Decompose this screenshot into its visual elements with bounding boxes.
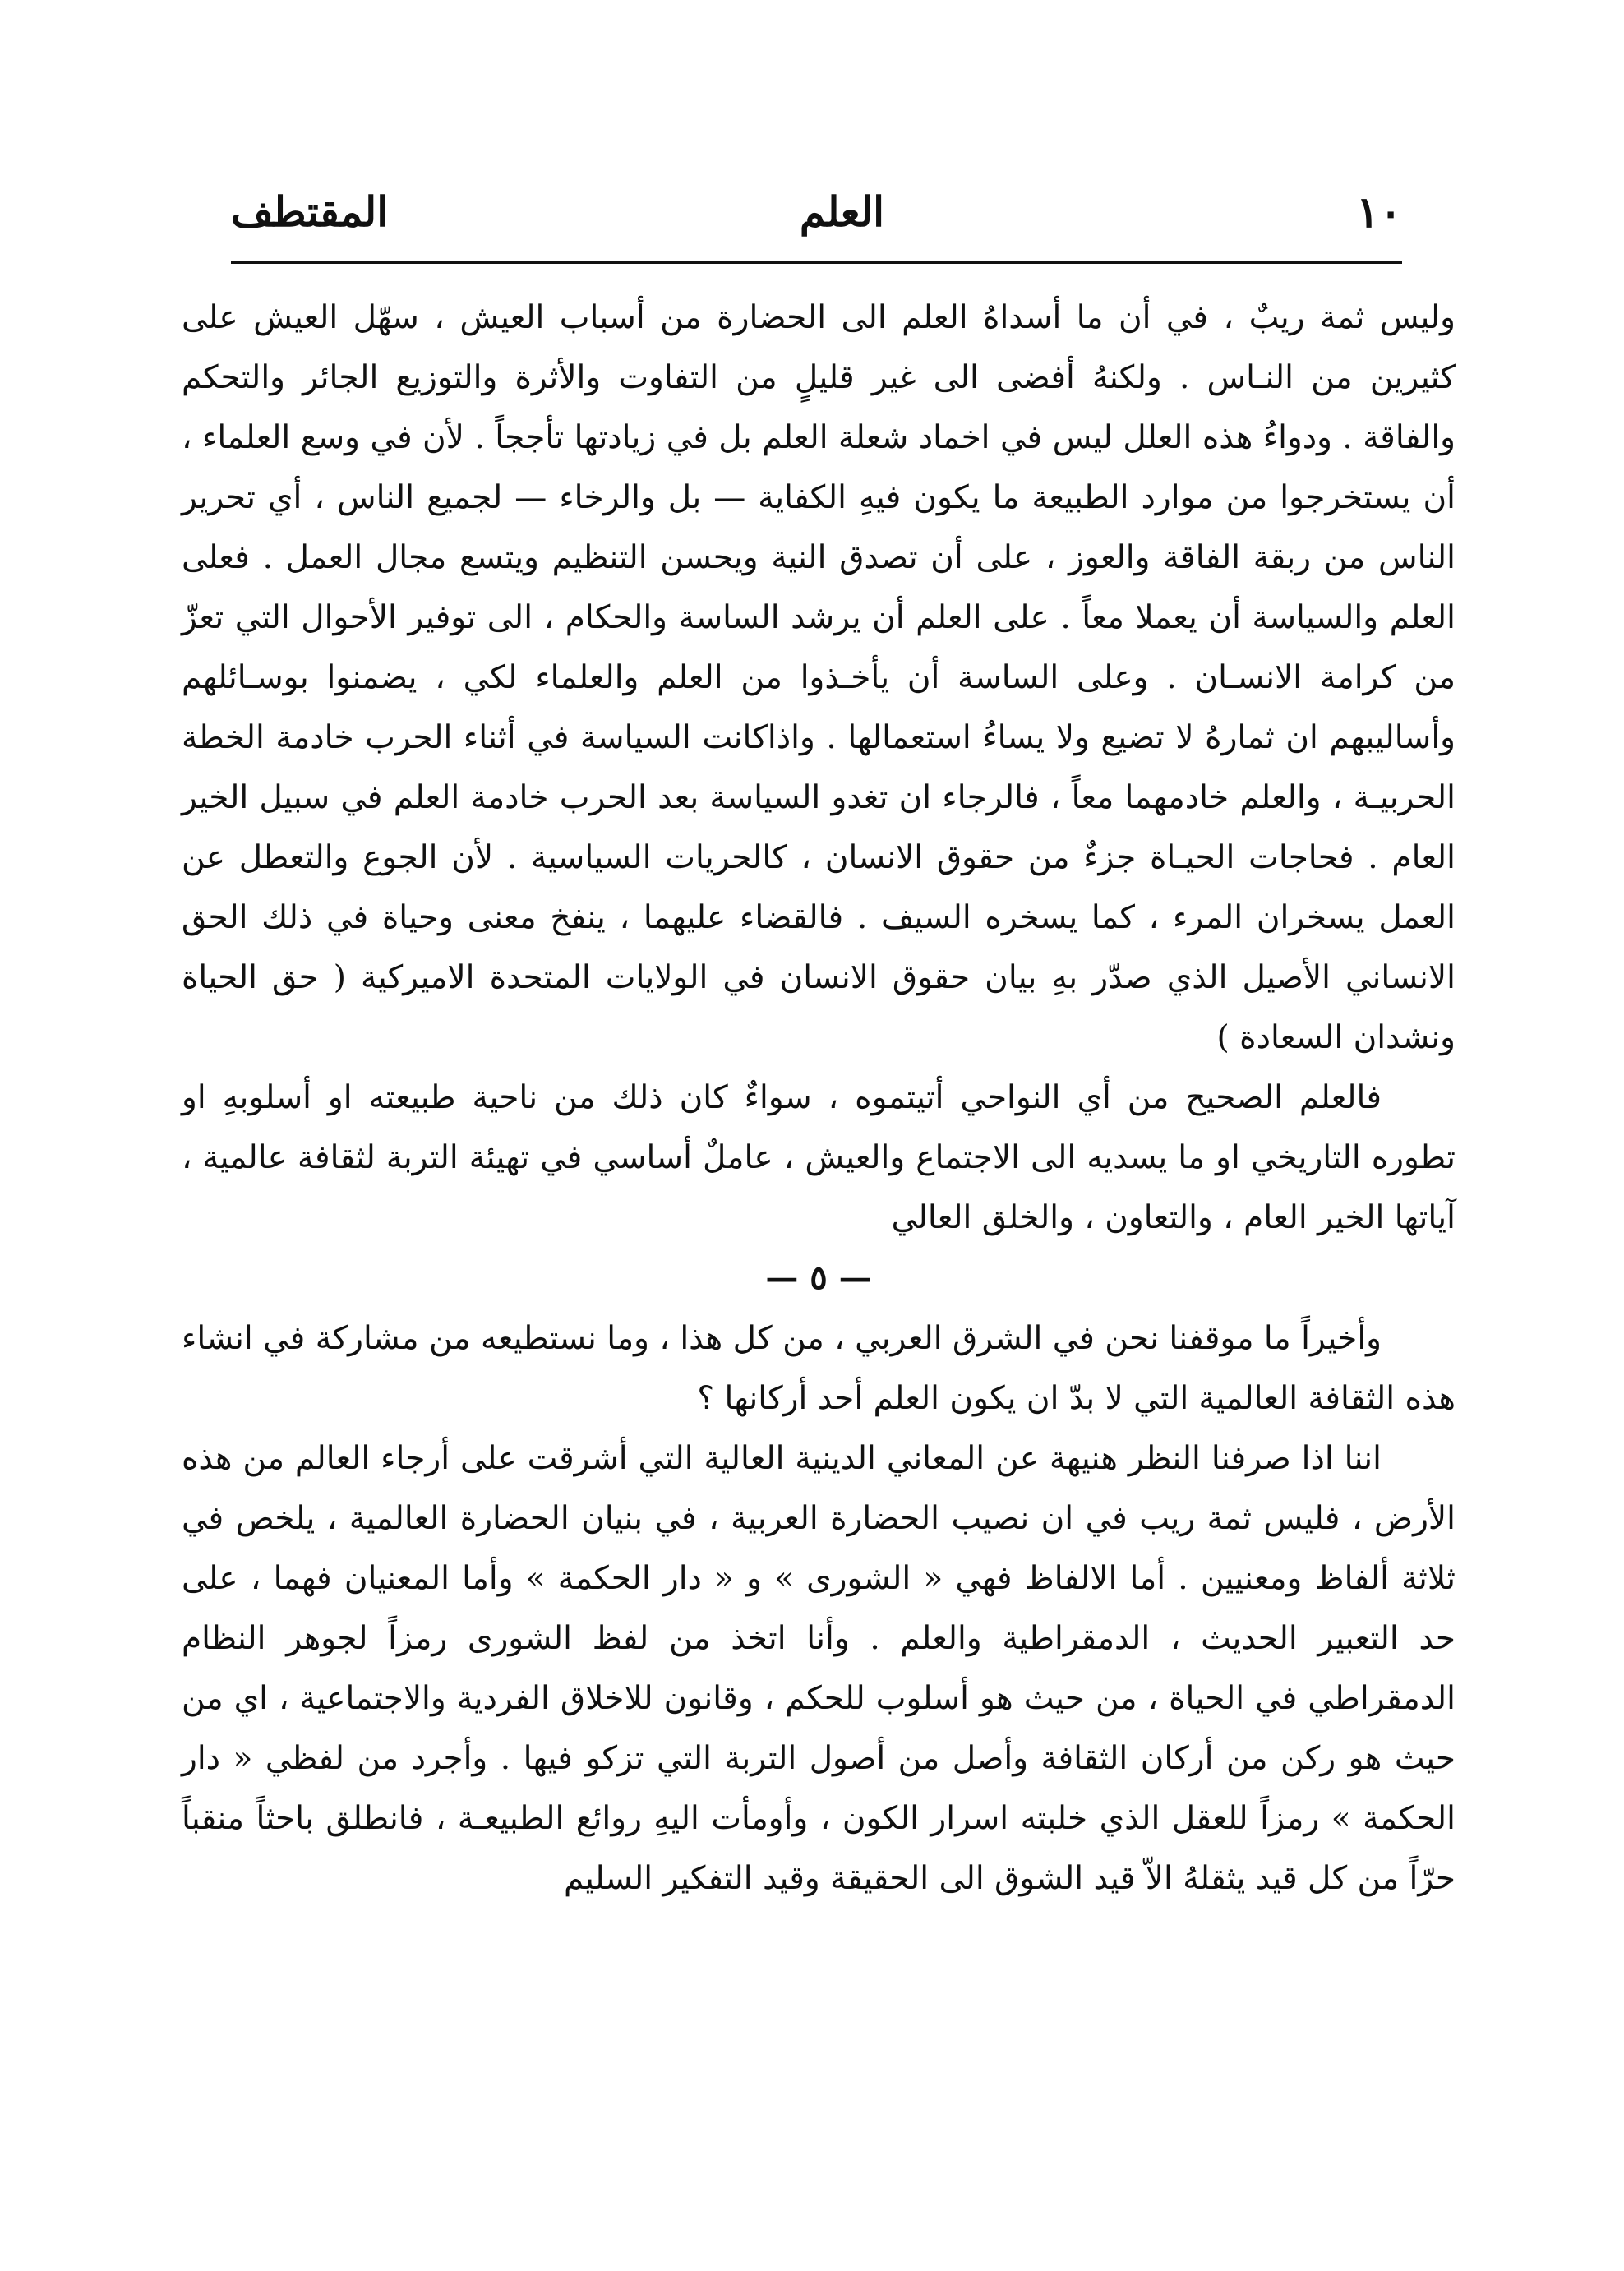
article-body	[182, 288, 1456, 1909]
section-number: — ٥ —	[765, 1258, 872, 1297]
journal-name: المقتطف	[231, 187, 389, 236]
paragraph: وليس ثمة ريبٌ ، في أن ما أسداهُ العلم الى الحضارة من أسباب العيش ، سهّل العيش على كثيرين من النـاس . ولكنهُ أفضى الى غير قليلٍ من التفاوت والأثرة والتوزيع الجائر والتحكم والفاقة . ودواءُ هذه العلل ليس في اخماد شعلة العلم بل في زيادتها تأججاً . لأن في وسع العلماء ، أن يستخرجوا من موارد الطبيعة ما يكون فيهِ الكفاية — بل والرخاء — لجميع الناس ، أي تحرير الناس من ربقة الفاقة والعوز ، على أن تصدق النية ويحسن التنظيم ويتسع مجال العمل . فعلى العلم والسياسة أن يعملا معاً . على العلم أن يرشد الساسة والحكام ، الى توفير الأحوال التي تعزّ من كرامة الانسـان . وعلى الساسة أن يأخـذوا من العلم والعلماء لكي ، يضمنوا بوسـائلهم وأساليبهم ان ثمارهُ لا تضيع ولا يساءُ استعمالها . واذاكانت السياسة في أثناء الحرب خادمة الخطة الحربيـة ، والعلم خادمهما معاً ، فالرجاء ان تغدو السياسة بعد الحرب خادمة العلم في سبيل الخير العام . فحاجات الحيـاة جزءٌ من حقوق الانسان ، كالحريات السياسية . لأن الجوع والتعطل عن العمل يسخران المرء ، كما يسخره السيف . فالقضاء عليهما ، ينفخ معنى وحياة في ذلك الحق الانساني الأصيل الذي صدّر بهِ بيان حقوق الانسان في الولايات المتحدة الاميركية ( حق الحياة ونشدان السعادة )	[182, 299, 1456, 1056]
paragraph: اننا اذا صرفنا النظر هنيهة عن المعاني الدينية العالية التي أشرقت على أرجاء العالم من هذه الأرض ، فليس ثمة ريب في ان نصيب الحضارة العربية ، في بنيان الحضارة العالمية ، يلخص في ثلاثة ألفاظ ومعنيين . أما الالفاظ فهي « الشورى » و « دار الحكمة » وأما المعنيان فهما ، على حد التعبير الحديث ، الدمقراطية والعلم . وأنا اتخذ من لفظ الشورى رمزاً لجوهر النظام الدمقراطي في الحياة ، من حيث هو أسلوب للحكم ، وقانون للاخلاق الفردية والاجتماعية ، اي من حيث هو ركن من أركان الثقافة وأصل من أصول التربة التي تزكو فيها . وأجرد من لفظي « دار الحكمة » رمزاً للعقل الذي خلبته اسرار الكون ، وأومأت اليهِ روائع الطبيعـة ، فانطلق باحثاً منقباً حرّاً من كل قيد يثقلهُ الاّ قيد الشوق الى الحقيقة وقيد التفكير السليم	[182, 1440, 1456, 1897]
page-header	[231, 182, 1402, 256]
paragraph: فالعلم الصحيح من أي النواحي أتيتموه ، سواءٌ كان ذلك من ناحية طبيعته او أسلوبهِ او تطوره التاريخي او ما يسديه الى الاجتماع والعيش ، عاملٌ أساسي في تهيئة التربة لثقافة عالمية ، آياتها الخير العام ، والتعاون ، والخلق العالي	[182, 1079, 1456, 1236]
paragraph: وأخيراً ما موقفنا نحن في الشرق العربي ، من كل هذا ، وما نستطيعه من مشاركة في انشاء هذه الثقافة العالمية التي لا بدّ ان يكون العلم أحد أركانها ؟	[182, 1320, 1456, 1417]
running-title: العلم	[799, 187, 884, 236]
header-divider	[231, 261, 1402, 264]
page-number: ١٠	[1356, 187, 1402, 238]
